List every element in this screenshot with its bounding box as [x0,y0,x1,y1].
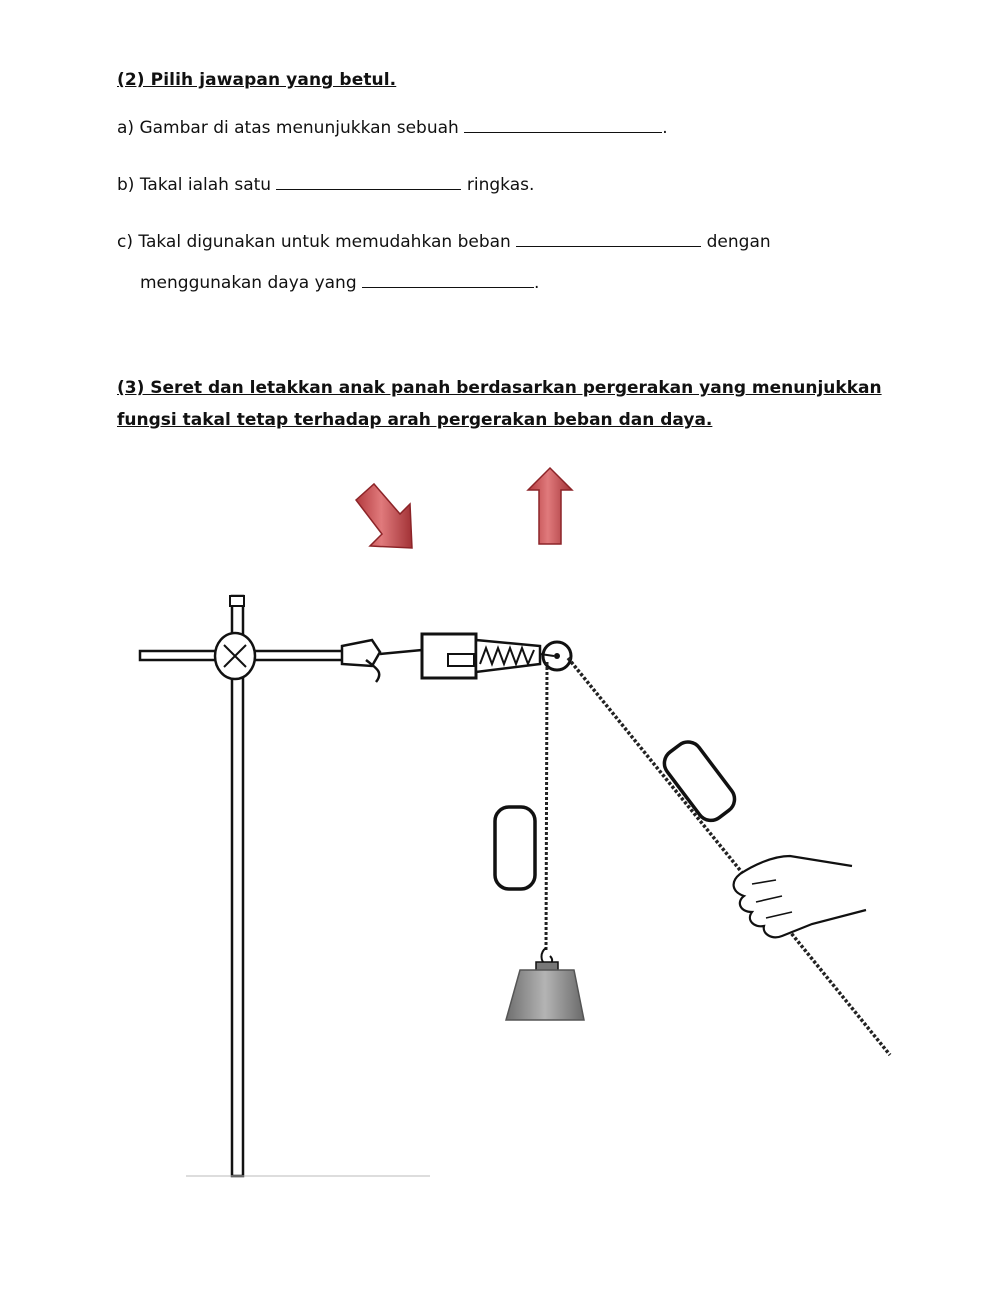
fixed-pulley [540,642,571,670]
arrow-down-right-draggable[interactable] [356,484,412,548]
question-b-text: b) Takal ialah satu [117,175,277,195]
question-c-cont: menggunakan daya yang . [140,273,540,293]
section3-heading-line1: (3) Seret dan letakkan anak panah berdasarkan pergerakan yang menunjukkan [117,378,882,398]
question-c-cont-text: menggunakan daya yang [140,273,363,293]
rope-to-load [546,662,547,950]
question-c: c) Takal digunakan untuk memudahkan beban dengan [117,232,771,252]
spring-balance [422,634,540,678]
hand-pulling-rope [734,856,866,937]
clamp-holder [342,640,422,682]
rope-to-effort [568,658,890,1055]
section2-heading: (2) Pilih jawapan yang betul. [117,70,397,90]
section3-heading-line2: fungsi takal tetap terhadap arah pergerakan beban dan daya. [117,410,713,430]
question-a: a) Gambar di atas menunjukkan sebuah . [117,118,668,138]
retort-stand [140,596,430,1176]
drop-zone-effort-direction[interactable] [659,736,740,826]
load-weight [506,948,584,1020]
drop-zone-load-direction[interactable] [495,807,535,889]
question-c-text: c) Takal digunakan untuk memudahkan beban [117,232,517,252]
question-a-text: a) Gambar di atas menunjukkan sebuah [117,118,465,138]
question-b: b) Takal ialah satu ringkas. [117,175,535,195]
arrow-up-draggable[interactable] [528,468,572,544]
